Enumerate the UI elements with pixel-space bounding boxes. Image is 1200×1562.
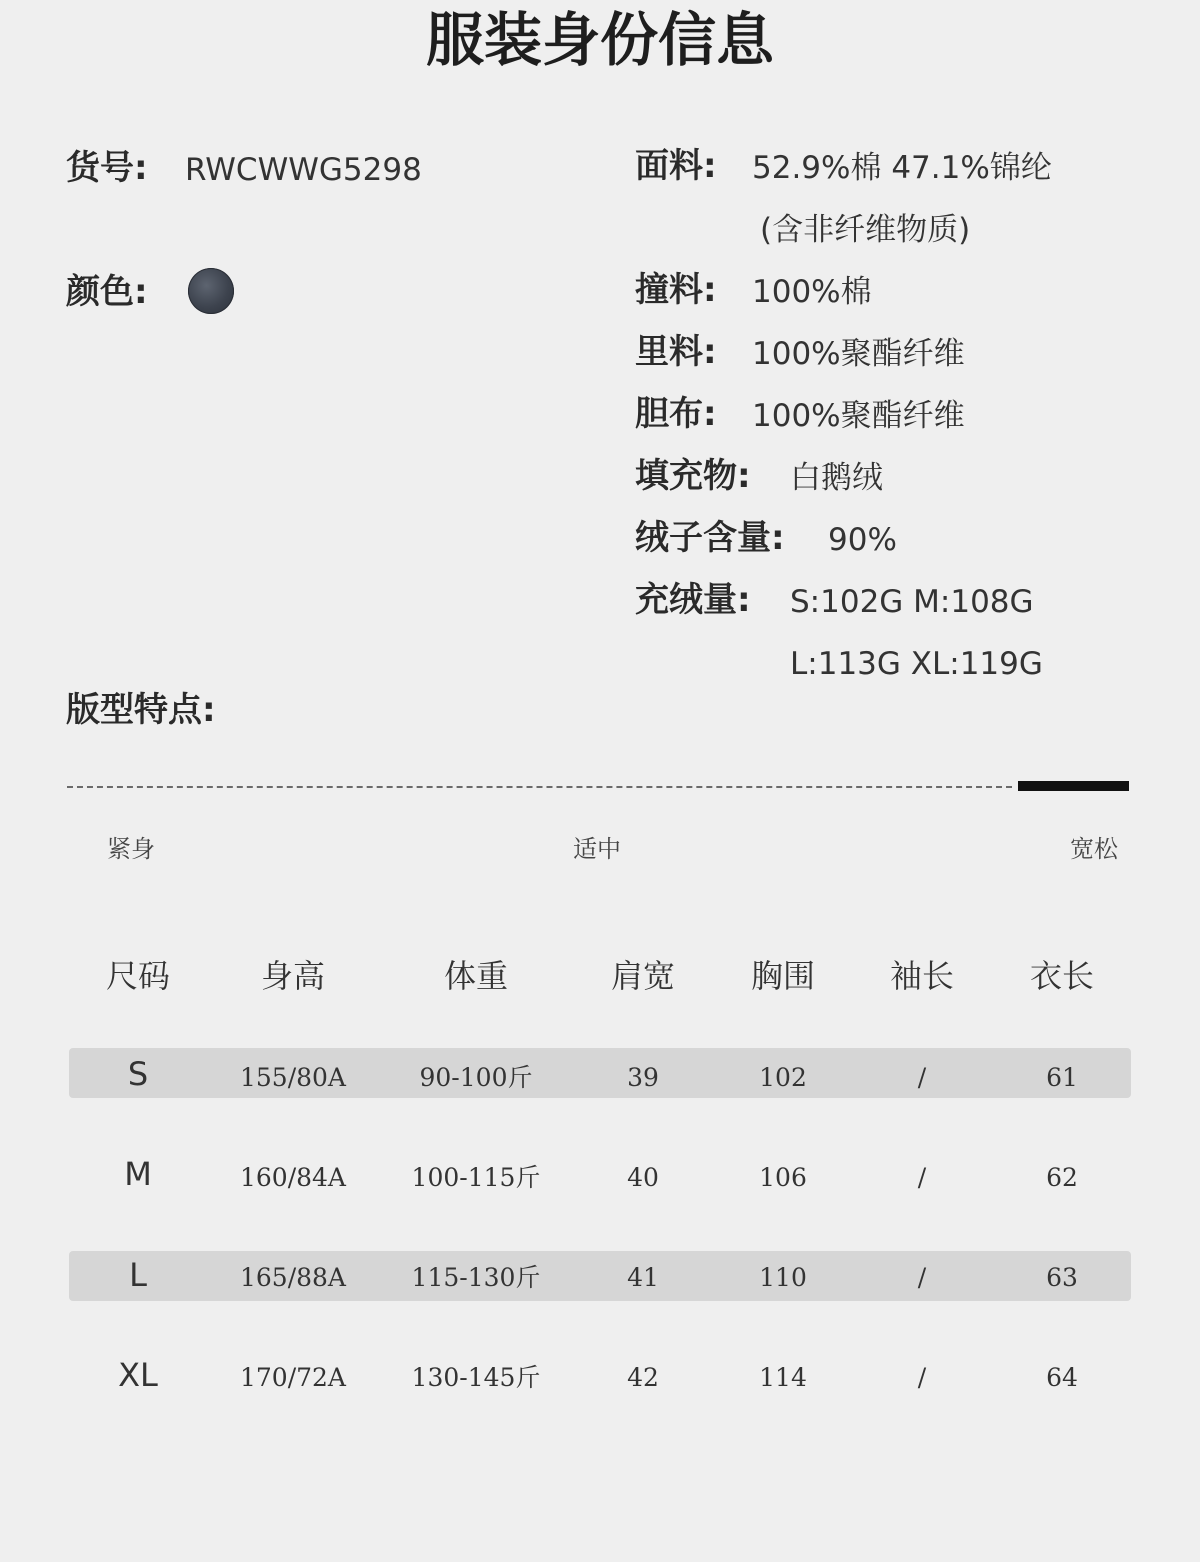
filling-value: 白鹅绒 xyxy=(790,460,883,496)
fit-scale-indicator xyxy=(1018,781,1129,791)
table-cell-height: 155/80A xyxy=(239,1063,346,1092)
fill-amount-label: 充绒量: xyxy=(635,580,751,620)
table-header-chest: 胸围 xyxy=(750,957,815,995)
table-cell-sleeve: / xyxy=(917,1063,927,1092)
table-cell-length: 64 xyxy=(1046,1363,1078,1392)
table-cell-length: 63 xyxy=(1046,1263,1078,1292)
item-no-value: RWCWWG5298 xyxy=(185,152,422,188)
filling-label: 填充物: xyxy=(635,456,751,496)
fabric-value-line2: (含非纤维物质) xyxy=(760,212,971,248)
lining-value: 100%聚酯纤维 xyxy=(752,336,965,372)
table-cell-height: 160/84A xyxy=(239,1163,346,1192)
fit-label: 版型特点: xyxy=(66,690,216,730)
table-cell-chest: 106 xyxy=(759,1163,807,1192)
table-cell-weight: 90-100斤 xyxy=(419,1063,533,1092)
table-cell-shoulder: 41 xyxy=(627,1263,659,1292)
item-no-label: 货号: xyxy=(66,148,148,188)
table-cell-weight: 115-130斤 xyxy=(411,1263,541,1292)
inner-value: 100%聚酯纤维 xyxy=(752,398,965,434)
page-title: 服装身份信息 xyxy=(425,6,774,74)
table-cell-height: 170/72A xyxy=(239,1363,346,1392)
table-cell-sleeve: / xyxy=(917,1263,927,1292)
table-header-size: 尺码 xyxy=(105,957,170,995)
inner-label: 胆布: xyxy=(635,394,717,434)
down-content-value: 90% xyxy=(828,522,897,558)
table-cell-sleeve: / xyxy=(917,1163,927,1192)
contrast-label: 撞料: xyxy=(635,270,717,310)
table-cell-shoulder: 42 xyxy=(627,1363,659,1392)
table-cell-shoulder: 39 xyxy=(627,1063,659,1092)
table-cell-height: 165/88A xyxy=(239,1263,346,1292)
table-header-weight: 体重 xyxy=(443,957,508,995)
table-header-sleeve: 袖长 xyxy=(889,957,954,995)
table-cell-length: 61 xyxy=(1046,1063,1078,1092)
fill-amount-line2: L:113G XL:119G xyxy=(790,646,1043,682)
table-cell-weight: 130-145斤 xyxy=(411,1363,541,1392)
fill-amount-line1: S:102G M:108G xyxy=(790,584,1034,620)
color-swatch xyxy=(188,268,234,314)
down-content-label: 绒子含量: xyxy=(635,518,785,558)
table-cell-chest: 110 xyxy=(759,1263,807,1292)
table-cell-length: 62 xyxy=(1046,1163,1078,1192)
fit-scale-track xyxy=(67,786,1012,788)
table-cell-size: XL xyxy=(118,1356,158,1394)
table-cell-size: S xyxy=(127,1055,149,1093)
table-cell-sleeve: / xyxy=(917,1363,927,1392)
fit-scale-right: 宽松 xyxy=(1070,835,1118,863)
table-cell-chest: 102 xyxy=(759,1063,807,1092)
table-cell-size: M xyxy=(124,1155,152,1193)
table-header-length: 衣长 xyxy=(1029,957,1094,995)
color-label: 颜色: xyxy=(66,272,148,312)
fabric-label: 面料: xyxy=(635,146,717,186)
table-cell-weight: 100-115斤 xyxy=(411,1163,541,1192)
fabric-value-line1: 52.9%棉 47.1%锦纶 xyxy=(752,150,1052,186)
contrast-value: 100%棉 xyxy=(752,274,872,310)
table-header-height: 身高 xyxy=(260,957,325,995)
table-cell-chest: 114 xyxy=(759,1363,807,1392)
lining-label: 里料: xyxy=(635,332,717,372)
fit-scale-middle: 适中 xyxy=(573,835,621,863)
table-cell-shoulder: 40 xyxy=(627,1163,659,1192)
table-cell-size: L xyxy=(129,1256,147,1294)
table-header-shoulder: 肩宽 xyxy=(610,957,675,995)
fit-scale-left: 紧身 xyxy=(107,835,155,863)
